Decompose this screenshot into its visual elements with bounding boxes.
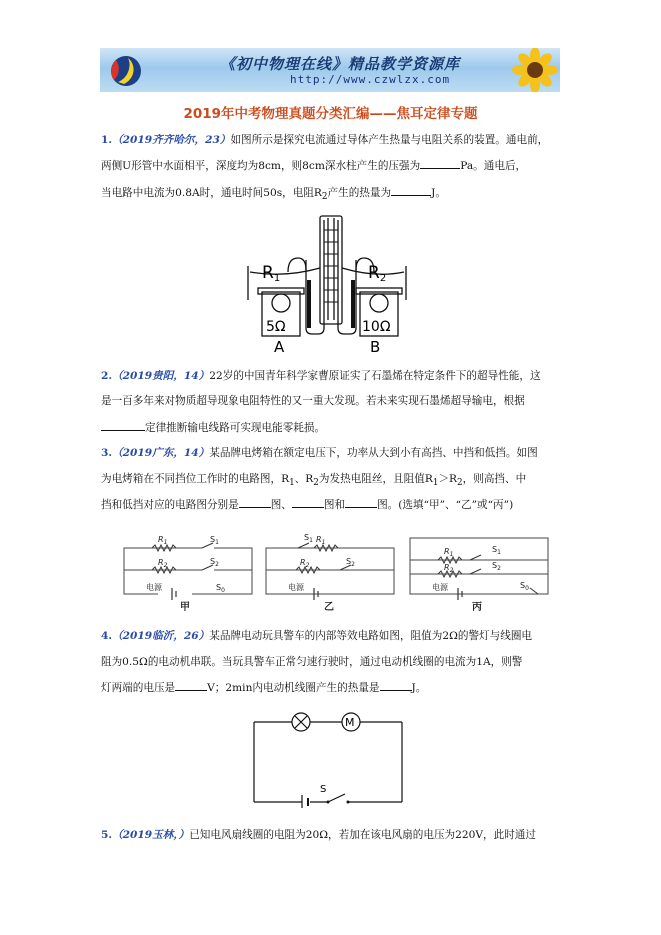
- question-text: 两侧U形管中水面相平，深度均为8cm，则8cm深水柱产生的压强为: [101, 160, 421, 172]
- question-3-line-3: [101, 495, 571, 516]
- label-a: A: [274, 338, 285, 356]
- answer-blank[interactable]: [380, 679, 412, 691]
- subscript: 2: [321, 192, 328, 203]
- question-text: 挡和低挡对应的电路图分别是: [101, 499, 239, 511]
- question-text: 图、: [270, 499, 292, 511]
- r1-label: $R_1$: [158, 535, 168, 546]
- motor-label: M: [345, 716, 355, 729]
- r2-label: $R_2$: [300, 558, 310, 569]
- switch-icon: [328, 794, 345, 802]
- document-title: 2019年中考物理真题分类汇编——焦耳定律专题: [183, 106, 478, 122]
- r2-label: $R_2$: [158, 558, 168, 569]
- circuit-label-yi: 乙: [324, 602, 334, 613]
- question-source: （2019玉林，）: [112, 829, 190, 841]
- question-number: 1.: [101, 134, 113, 146]
- question-source: （2019临沂，26）: [112, 630, 210, 642]
- header-banner: [100, 48, 560, 92]
- question-text: 当电路中电流为0.8A时，通电时间50s，电阻R: [101, 187, 322, 199]
- question-source: （2019贵阳，14）: [112, 370, 210, 382]
- question-3-line-2: [101, 469, 571, 494]
- question-text: ＞R: [438, 473, 458, 485]
- question-3-line-1: [101, 443, 571, 464]
- question-1-line-3: [101, 183, 571, 208]
- switch-label: S: [320, 784, 327, 795]
- question-text: 为发热电阻丝，且阻值R: [318, 473, 433, 485]
- lamp-icon: [292, 713, 310, 731]
- question-5-line-1: [101, 825, 571, 846]
- resistor-coil-icon: [370, 294, 388, 312]
- question-text: 定律推断输电线路可实现电能零耗损。: [145, 422, 326, 434]
- question-number: 4.: [101, 630, 113, 642]
- question-text: J。: [411, 682, 427, 694]
- power-source-label: 电源: [432, 583, 448, 592]
- question-text: 阻为0.5Ω的电动机串联。当玩具警车正常匀速行驶时，通过电动机线圈的电流为1A，则警: [101, 656, 523, 668]
- battery-icon: [302, 795, 308, 808]
- power-source-label: 电源: [146, 583, 162, 592]
- question-text: 某品牌电动玩具警车的内部等效电路如图，阻值为2Ω的警灯与线圈电: [209, 630, 533, 642]
- banner-title: 《初中物理在线》精品教学资源库: [220, 55, 461, 73]
- circuit-label-bing: 丙: [472, 602, 482, 613]
- answer-blank[interactable]: [101, 419, 145, 431]
- question-text: 某品牌电烤箱在额定电压下，功率从大到小有高挡、中挡和低挡。如图: [209, 447, 538, 459]
- joule-heat-apparatus-figure: [244, 210, 409, 360]
- question-source: （2019广东，14）: [112, 447, 210, 459]
- question-text: 为电烤箱在不同挡位工作时的电路图，R: [101, 473, 290, 485]
- s1-label: $S_1$: [304, 533, 313, 544]
- answer-blank[interactable]: [175, 679, 207, 691]
- label-b: B: [370, 338, 381, 356]
- s0-label: $S_0$: [216, 583, 225, 594]
- question-text: 已知电风扇线圈的电阻为20Ω，若加在该电风扇的电压为220V，此时通过: [189, 829, 536, 841]
- s2-label: $S_2$: [346, 557, 355, 568]
- question-4-line-1: [101, 626, 571, 647]
- answer-blank[interactable]: [391, 184, 431, 196]
- toy-car-circuit-figure: [248, 708, 408, 808]
- banner-url[interactable]: http://www.czwlzx.com: [290, 73, 451, 86]
- s2-label: $S_2$: [210, 557, 219, 568]
- s0-label: $S_0$: [520, 581, 529, 592]
- question-text: Pa。通电后，: [460, 160, 527, 172]
- s1-label: $S_1$: [210, 535, 219, 546]
- question-2-line-3: [101, 418, 571, 439]
- question-text: 如图所示是探究电流通过导体产生热量与电阻关系的装置。通电前，: [230, 134, 549, 146]
- s2-label: $S_2$: [492, 561, 501, 572]
- r1-label: R1: [262, 263, 281, 284]
- question-1-line-2: [101, 156, 571, 177]
- question-4-line-2: [101, 652, 571, 673]
- question-source: （2019齐齐哈尔，23）: [112, 134, 231, 146]
- s1-label: $S_1$: [492, 545, 501, 556]
- question-2-line-2: [101, 391, 571, 412]
- question-number: 2.: [101, 370, 113, 382]
- question-text: 是一百多年来对物质超导现象电阻特性的又一重大发现。若未来实现石墨烯超导输电，根据: [101, 395, 525, 407]
- circuit-label-jia: 甲: [180, 602, 190, 613]
- question-text: 图。(选填“甲”、“乙”或“丙”): [377, 499, 514, 511]
- r1-label: $R_1$: [316, 535, 326, 546]
- power-source-label: 电源: [288, 583, 304, 592]
- subscript: 1: [432, 478, 439, 489]
- r2-value: 10Ω: [362, 319, 391, 335]
- subscript: 2: [313, 478, 319, 489]
- answer-blank[interactable]: [239, 496, 271, 508]
- question-number: 3.: [101, 447, 113, 459]
- question-text: ，则高挡、中: [462, 473, 527, 485]
- question-4-line-3: [101, 678, 571, 699]
- r2-label: $R_2$: [444, 563, 454, 574]
- r1-value: 5Ω: [266, 319, 286, 335]
- question-text: V；2min内电动机线圈产生的热量是: [207, 682, 380, 694]
- subscript: 2: [457, 478, 463, 489]
- answer-blank[interactable]: [292, 496, 324, 508]
- resistor-coil-icon: [272, 294, 290, 312]
- question-2-line-1: [101, 366, 571, 387]
- question-text: 、R: [294, 473, 314, 485]
- question-text: 22岁的中国青年科学家曹原证实了石墨烯在特定条件下的超导性能，这: [209, 370, 541, 382]
- question-text: 产生的热量为: [327, 187, 392, 199]
- r1-label: $R_1$: [444, 547, 454, 558]
- answer-blank[interactable]: [345, 496, 377, 508]
- oven-circuits-figure: [118, 530, 558, 615]
- sunflower-icon: [505, 48, 560, 92]
- question-number: 5.: [101, 829, 113, 841]
- subscript: 1: [289, 478, 295, 489]
- question-text: J。: [431, 187, 446, 199]
- question-text: 图和: [323, 499, 346, 511]
- question-text: 灯两端的电压是: [101, 682, 176, 694]
- r2-label: R2: [368, 263, 387, 284]
- question-1-line-1: [101, 130, 571, 151]
- answer-blank[interactable]: [420, 157, 460, 169]
- logo-icon: [106, 52, 170, 90]
